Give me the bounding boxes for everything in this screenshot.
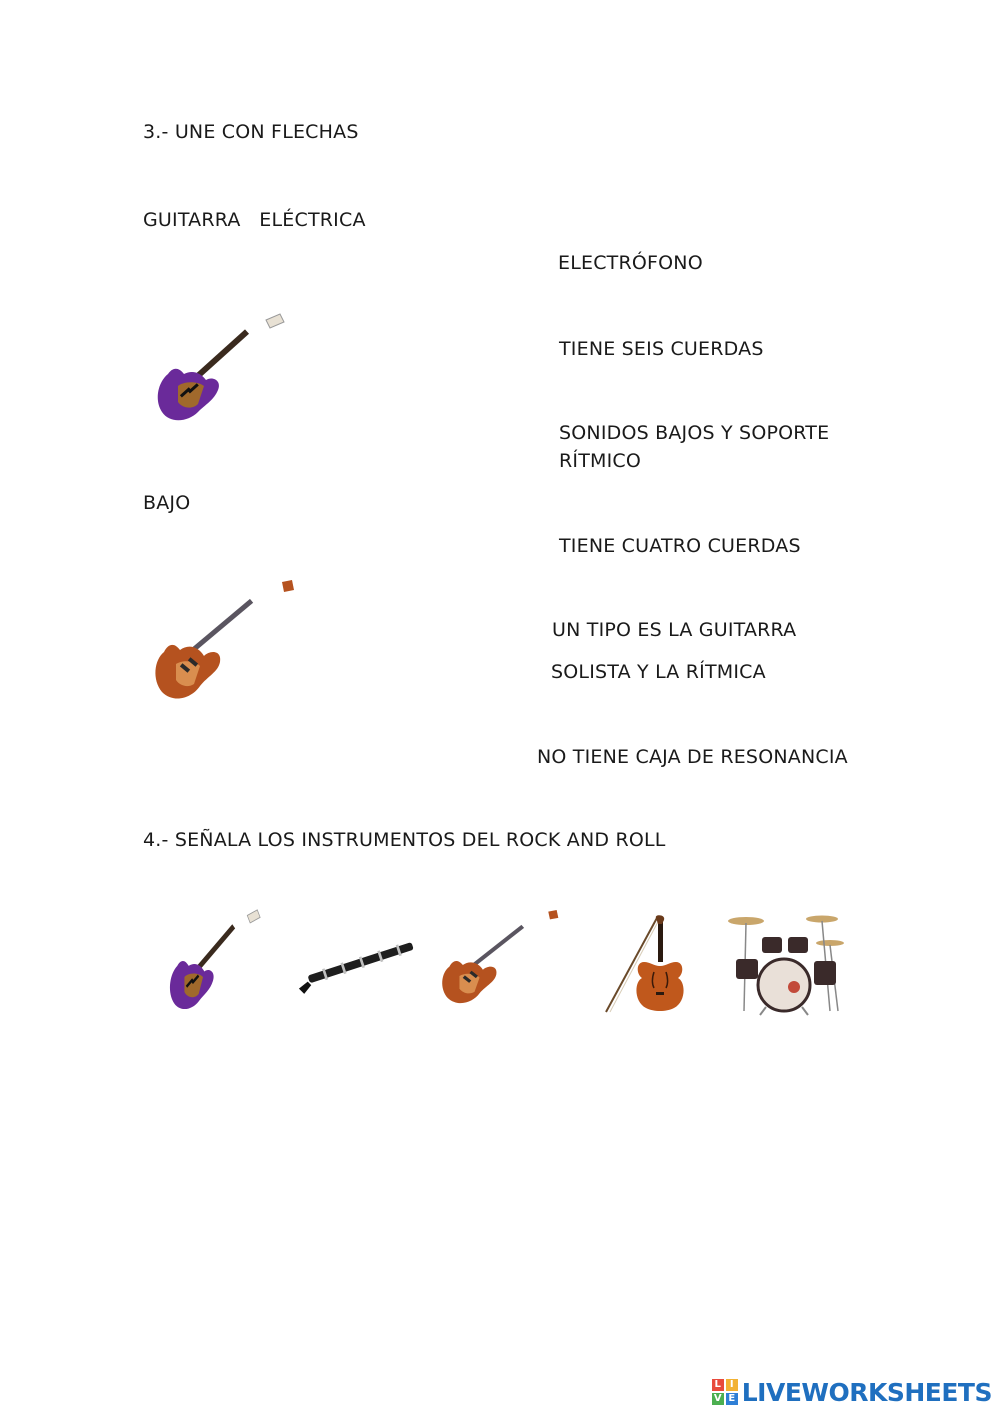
instrument-electric-guitar-icon[interactable]: [163, 908, 263, 1020]
option-cuatro-cuerdas[interactable]: TIENE CUATRO CUERDAS: [559, 535, 801, 557]
label-bajo: BAJO: [143, 492, 191, 514]
option-electrofono[interactable]: ELECTRÓFONO: [558, 252, 703, 274]
instrument-drum-kit-icon[interactable]: [726, 910, 850, 1020]
section4-title: 4.- SEÑALA LOS INSTRUMENTOS DEL ROCK AND ROLL: [143, 829, 666, 851]
option-seis-cuerdas[interactable]: TIENE SEIS CUERDAS: [559, 338, 764, 360]
section3-title: 3.- UNE CON FLECHAS: [143, 121, 359, 143]
instrument-bass-guitar-icon[interactable]: [436, 910, 560, 1020]
label-guitarra-electrica: GUITARRA ELÉCTRICA: [143, 209, 366, 231]
logo-text: LIVEWORKSHEETS: [741, 1377, 992, 1407]
option-sin-caja-resonancia[interactable]: NO TIENE CAJA DE RESONANCIA: [537, 746, 848, 768]
option-tipo-guitarra-line1[interactable]: UN TIPO ES LA GUITARRA: [552, 619, 797, 641]
instrument-clarinet-icon[interactable]: [287, 920, 427, 1008]
logo-mark-icon: L I V E: [712, 1379, 738, 1405]
option-tipo-guitarra-line2[interactable]: SOLISTA Y LA RÍTMICA: [551, 661, 766, 683]
instrument-violin-icon[interactable]: [596, 910, 690, 1018]
bass-guitar-image: [148, 580, 296, 720]
electric-guitar-image: [148, 312, 288, 432]
liveworksheets-logo[interactable]: [712, 1377, 992, 1407]
option-sonidos-bajos-line1[interactable]: SONIDOS BAJOS Y SOPORTE: [559, 422, 830, 444]
option-sonidos-bajos-line2[interactable]: RÍTMICO: [559, 450, 642, 472]
